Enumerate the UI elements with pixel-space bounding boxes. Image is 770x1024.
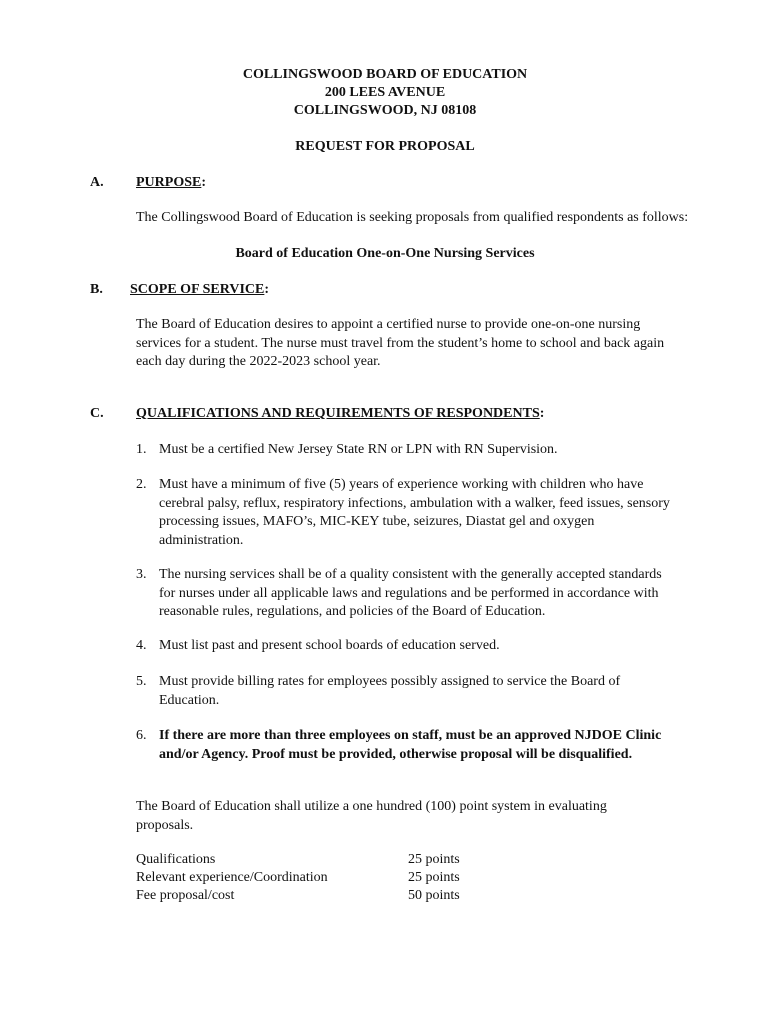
org-city: COLLINGSWOOD, NJ 08108 xyxy=(293,103,477,118)
section-a-heading xyxy=(136,174,206,193)
list-item-number: 4. xyxy=(136,638,147,653)
section-b-heading-text: SCOPE OF SERVICE xyxy=(130,282,265,297)
list-item-text: The nursing services shall be of a quality consistent with the generally accepted standards for nurses under all applicable laws and regulations and be performed in accordance with reasonable rules, regulations, and policies of the Board of Education. xyxy=(159,567,662,619)
list-item xyxy=(136,566,681,622)
list-item-text: Must have a minimum of five (5) years of experience working with children who have cerebral palsy, reflux, respiratory infections, ambulation with a walker, feed issues, sensory processing issues, MAFO’s, MIC-KEY tube, seizures, Diastat gel and oxygen administration. xyxy=(159,477,670,548)
section-a-colon: : xyxy=(201,175,207,190)
score-label: Relevant experience/Coordination xyxy=(136,870,328,885)
section-c-heading-text: QUALIFICATIONS AND REQUIREMENTS OF RESPONDENTS xyxy=(136,406,540,421)
section-a-text: The Collingswood Board of Education is seeking proposals from qualified respondents as follows: xyxy=(136,210,689,225)
section-b-heading xyxy=(130,281,269,300)
section-c-letter: C. xyxy=(90,406,104,421)
list-item-number: 5. xyxy=(136,674,147,689)
section-a-letter: A. xyxy=(90,175,104,190)
list-item-text: If there are more than three employees on staff, must be an approved NJDOE Clinic and/or Agency. Proof must be provided, otherwise proposal will be disqualified. xyxy=(159,728,662,762)
list-item-text: Must list past and present school boards of education served. xyxy=(159,638,500,653)
org-street: 200 LEES AVENUE xyxy=(324,85,446,100)
list-item-number: 6. xyxy=(136,728,147,743)
section-a-heading-text: PURPOSE xyxy=(136,175,202,190)
section-b-colon: : xyxy=(264,282,270,297)
section-c-heading xyxy=(136,405,544,424)
list-item xyxy=(136,441,681,460)
document-title: REQUEST FOR PROPOSAL xyxy=(295,139,475,154)
evaluation-text: The Board of Education shall utilize a one hundred (100) point system in evaluating proposals. xyxy=(136,799,607,833)
score-points: 50 points xyxy=(408,888,460,903)
service-title: Board of Education One-on-One Nursing Services xyxy=(235,246,535,261)
list-item xyxy=(136,476,681,550)
section-b-letter: B. xyxy=(90,282,103,297)
list-item xyxy=(136,727,671,764)
list-item-number: 3. xyxy=(136,567,147,582)
list-item-number: 1. xyxy=(136,442,147,457)
section-c-colon: : xyxy=(539,406,545,421)
score-points: 25 points xyxy=(408,852,460,867)
score-label: Qualifications xyxy=(136,852,216,867)
list-item xyxy=(136,673,671,710)
list-item-text: Must provide billing rates for employees possibly assigned to service the Board of Education. xyxy=(159,674,621,708)
list-item-text: Must be a certified New Jersey State RN or LPN with RN Supervision. xyxy=(159,442,558,457)
org-name: COLLINGSWOOD BOARD OF EDUCATION xyxy=(242,67,528,82)
score-points: 25 points xyxy=(408,870,460,885)
score-label: Fee proposal/cost xyxy=(136,888,235,903)
list-item-number: 2. xyxy=(136,477,147,492)
section-b-text: The Board of Education desires to appoint a certified nurse to provide one-on-one nursing services for a student. The nurse must travel from the student’s home to school and back again each day during the 2022-2023 school year. xyxy=(136,317,665,369)
list-item xyxy=(136,637,681,656)
